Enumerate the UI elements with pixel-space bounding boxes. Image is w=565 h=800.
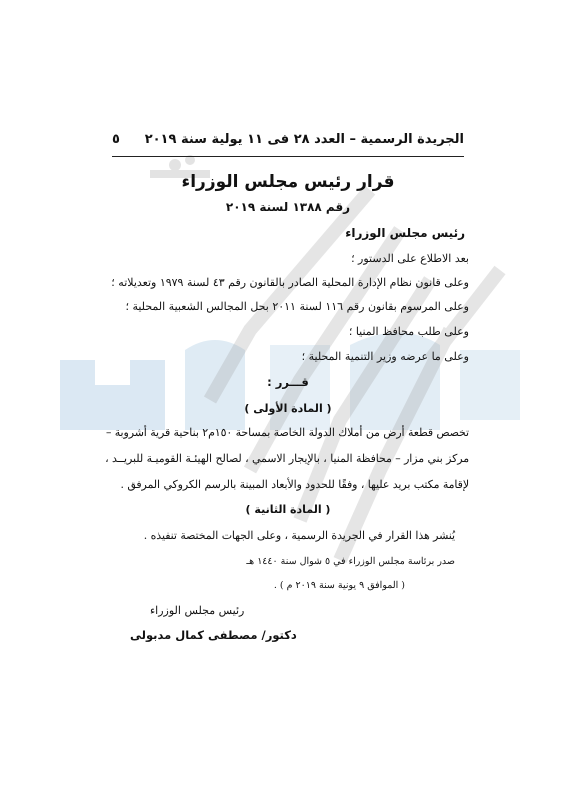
article-1-line: لإقامة مكتب بريد عليها ، وفقًا للحدود والأبعاد المبينة بالرسم الكروكي المرفق . bbox=[120, 478, 469, 491]
preamble-line: وعلى المرسوم بقانون رقم ١١٦ لسنة ٢٠١١ بحل المجالس الشعبية المحلية ؛ bbox=[125, 300, 469, 313]
decree-title: قرار رئيس مجلس الوزراء bbox=[181, 172, 395, 192]
preamble-line: بعد الاطلاع على الدستور ؛ bbox=[351, 252, 469, 265]
preamble-line: وعلى قانون نظام الإدارة المحلية الصادر بالقانون رقم ٤٣ لسنة ١٩٧٩ وتعديلاته ؛ bbox=[111, 276, 469, 289]
preamble-line: وعلى ما عرضه وزير التنمية المحلية ؛ bbox=[301, 350, 469, 363]
article-1-heading: ( المادة الأولى ) bbox=[244, 402, 332, 415]
issued-line: صدر برئاسة مجلس الوزراء في ٥ شوال سنة ١٤٤٠ هـ bbox=[246, 556, 455, 567]
article-2-text: يُنشر هذا القرار في الجريدة الرسمية ، وعلى الجهات المختصة تنفيذه . bbox=[143, 529, 455, 542]
decree-addressee: رئيس مجلس الوزراء bbox=[345, 226, 465, 240]
issued-gregorian: ( الموافق ٩ يونية سنة ٢٠١٩ م ) . bbox=[273, 580, 405, 591]
article-1-line: تخصص قطعة أرض من أملاك الدولة الخاصة بمساحة ١٥٠م٢ بناحية قرية أشروبة – bbox=[105, 426, 469, 439]
article-1-line: مركز بني مزار – محافظة المنيا ، بالإيجار الاسمي ، لصالح الهيئـة القوميـة للبريــد ، bbox=[105, 452, 469, 465]
page-number: ٥ bbox=[112, 132, 120, 147]
preamble-line: وعلى طلب محافظ المنيا ؛ bbox=[348, 325, 469, 338]
running-header bbox=[112, 132, 464, 147]
decision-heading: قـــرر : bbox=[267, 375, 309, 389]
signature-name: دكتور/ مصطفى كمال مدبولى bbox=[130, 628, 297, 642]
header-divider bbox=[112, 156, 464, 157]
signature-title: رئيس مجلس الوزراء bbox=[150, 604, 245, 617]
article-2-heading: ( المادة الثانية ) bbox=[245, 503, 331, 516]
running-title: الجريدة الرسمية – العدد ٢٨ فى ١١ يولية سنة ٢٠١٩ bbox=[144, 132, 464, 147]
decree-number: رقم ١٣٨٨ لسنة ٢٠١٩ bbox=[225, 200, 351, 214]
